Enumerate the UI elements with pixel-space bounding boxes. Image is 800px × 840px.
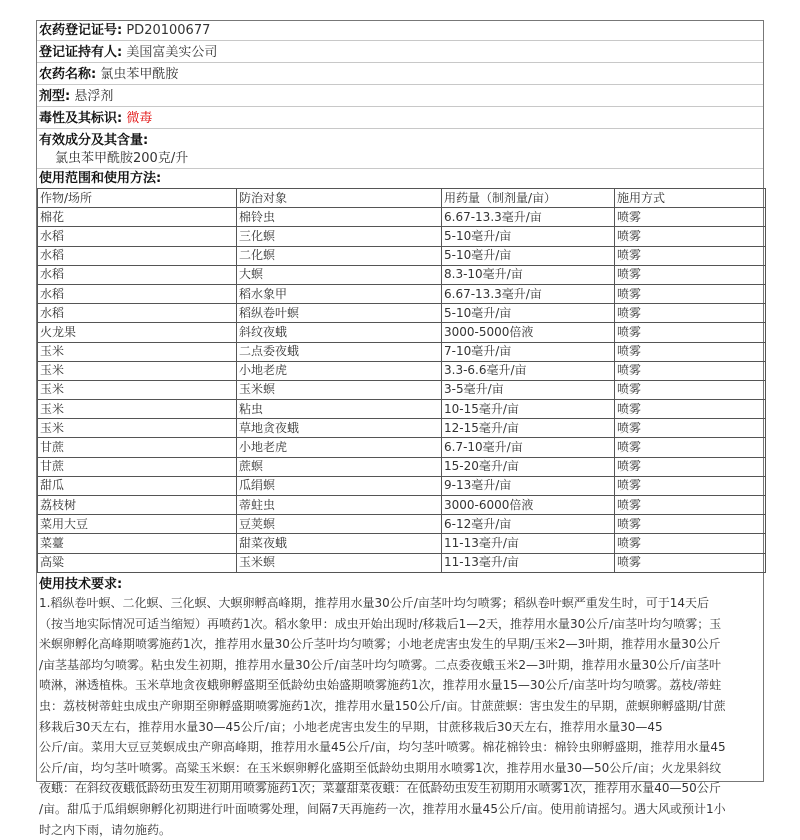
table-row [38,304,766,323]
holder-row [37,43,763,63]
method-cell: 喷雾 [615,380,766,399]
method-cell: 喷雾 [615,534,766,553]
dosage-cell: 12-15毫升/亩 [442,419,615,438]
crop-cell: 水稻 [38,265,237,284]
ingredient-label-row [37,131,763,151]
dosage-cell: 9-13毫升/亩 [442,476,615,495]
dosage-cell: 11-13毫升/亩 [442,534,615,553]
tech-line: 喷淋，淋透植株。玉米草地贪夜蛾卵孵盛期至低龄幼虫始盛期喷雾施药1次，推荐用水量15—30公斤/亩茎叶均匀喷雾。荔枝/蒂蛀 [39,678,722,693]
tech-requirements [37,593,763,840]
target-cell: 玉米螟 [237,380,442,399]
toxicity-label: 毒性及其标识: [39,111,123,126]
table-header-row [38,189,766,208]
method-cell: 喷雾 [615,361,766,380]
table-row [38,534,766,553]
form-row [37,87,763,107]
method-cell: 喷雾 [615,284,766,303]
method-cell: 喷雾 [615,323,766,342]
crop-cell: 水稻 [38,246,237,265]
dosage-cell: 6.7-10毫升/亩 [442,438,615,457]
crop-cell: 火龙果 [38,323,237,342]
form-value: 悬浮剂 [74,89,114,104]
crop-cell: 棉花 [38,208,237,227]
usage-title-row [37,169,763,189]
target-cell: 二化螟 [237,246,442,265]
dosage-cell: 6.67-13.3毫升/亩 [442,284,615,303]
toxicity-value: 微毒 [126,111,153,126]
dosage-cell: 3-5毫升/亩 [442,380,615,399]
target-cell: 斜纹夜蛾 [237,323,442,342]
dosage-cell: 8.3-10毫升/亩 [442,265,615,284]
column-header: 施用方式 [615,189,766,208]
crop-cell: 玉米 [38,361,237,380]
holder-value: 美国富美实公司 [126,45,218,60]
crop-cell: 玉米 [38,380,237,399]
tech-line: （按当地实际情况可适当缩短）再喷药1次。稻水象甲：成虫开始出现时/移栽后1—2天，推荐用水量30公斤/亩茎叶均匀喷雾；玉 [39,616,722,631]
target-cell: 小地老虎 [237,438,442,457]
target-cell: 瓜绢螟 [237,476,442,495]
column-header: 作物/场所 [38,189,237,208]
toxicity-row [37,109,763,129]
crop-cell: 荔枝树 [38,496,237,515]
method-cell: 喷雾 [615,208,766,227]
method-cell: 喷雾 [615,227,766,246]
table-row [38,227,766,246]
method-cell: 喷雾 [615,419,766,438]
method-cell: 喷雾 [615,515,766,534]
tech-line: 公斤/亩。菜用大豆豆荚螟成虫产卵高峰期，推荐用水量45公斤/亩，均匀茎叶喷雾。棉花棉铃虫：棉铃虫卵孵盛期，推荐用水量45 [39,740,726,755]
method-cell: 喷雾 [615,438,766,457]
target-cell: 草地贪夜蛾 [237,419,442,438]
usage-table [37,188,766,573]
form-label: 剂型: [39,89,71,104]
table-row [38,342,766,361]
reg-no-value: PD20100677 [126,23,211,38]
target-cell: 稻纵卷叶螟 [237,304,442,323]
method-cell: 喷雾 [615,400,766,419]
dosage-cell: 10-15毫升/亩 [442,400,615,419]
table-row [38,284,766,303]
table-row [38,438,766,457]
target-cell: 棉铃虫 [237,208,442,227]
method-cell: 喷雾 [615,476,766,495]
tech-title-row [37,576,763,594]
holder-label: 登记证持有人: [39,45,123,60]
crop-cell: 水稻 [38,227,237,246]
ingredient-label: 有效成分及其含量: [39,133,149,148]
crop-cell: 玉米 [38,419,237,438]
method-cell: 喷雾 [615,304,766,323]
dosage-cell: 7-10毫升/亩 [442,342,615,361]
table-row [38,323,766,342]
dosage-cell: 11-13毫升/亩 [442,553,615,572]
target-cell: 三化螟 [237,227,442,246]
dosage-cell: 3.3-6.6毫升/亩 [442,361,615,380]
table-row [38,400,766,419]
name-value: 氯虫苯甲酰胺 [100,67,179,82]
table-row [38,265,766,284]
method-cell: 喷雾 [615,553,766,572]
target-cell: 二点委夜蛾 [237,342,442,361]
table-row [38,361,766,380]
crop-cell: 菜用大豆 [38,515,237,534]
name-row [37,65,763,85]
crop-cell: 甜瓜 [38,476,237,495]
column-header: 用药量（制剂量/亩） [442,189,615,208]
ingredient-value: 氯虫苯甲酰胺200克/升 [55,151,189,166]
table-row [38,553,766,572]
table-row [38,457,766,476]
ingredient-value-row [37,149,763,169]
usage-title: 使用范围和使用方法: [39,171,162,186]
table-row [38,496,766,515]
dosage-cell: 5-10毫升/亩 [442,246,615,265]
target-cell: 大螟 [237,265,442,284]
target-cell: 小地老虎 [237,361,442,380]
reg-no-label: 农药登记证号: [39,23,123,38]
target-cell: 豆荚螟 [237,515,442,534]
table-row [38,476,766,495]
crop-cell: 甘蔗 [38,457,237,476]
crop-cell: 水稻 [38,304,237,323]
dosage-cell: 6.67-13.3毫升/亩 [442,208,615,227]
tech-title: 使用技术要求: [39,577,123,592]
registration-document [36,20,764,837]
name-label: 农药名称: [39,67,97,82]
tech-line: 时之内下雨，请勿施药。 [39,822,172,837]
target-cell: 玉米螟 [237,553,442,572]
crop-cell: 水稻 [38,284,237,303]
table-row [38,419,766,438]
crop-cell: 菜薹 [38,534,237,553]
crop-cell: 玉米 [38,400,237,419]
crop-cell: 甘蔗 [38,438,237,457]
crop-cell: 玉米 [38,342,237,361]
tech-line: 移栽后30天左右，推荐用水量30—45公斤/亩；小地老虎害虫发生的早期，甘蔗移栽后30天左右，推荐用水量30—45 [39,719,663,734]
dosage-cell: 5-10毫升/亩 [442,227,615,246]
method-cell: 喷雾 [615,496,766,515]
target-cell: 蒂蛀虫 [237,496,442,515]
dosage-cell: 5-10毫升/亩 [442,304,615,323]
tech-line: 夜蛾：在斜纹夜蛾低龄幼虫发生初期用喷雾施药1次；菜薹甜菜夜蛾：在低龄幼虫发生初期用水喷雾1次，推荐用水量40—50公斤 [39,781,721,796]
dosage-cell: 3000-5000倍液 [442,323,615,342]
dosage-cell: 3000-6000倍液 [442,496,615,515]
tech-line: 1.稻纵卷叶螟、二化螟、三化螟、大螟卵孵高峰期，推荐用水量30公斤/亩茎叶均匀喷雾；稻纵卷叶螟严重发生时，可于14天后 [39,596,710,610]
dosage-cell: 15-20毫升/亩 [442,457,615,476]
crop-cell: 高粱 [38,553,237,572]
target-cell: 甜菜夜蛾 [237,534,442,553]
method-cell: 喷雾 [615,342,766,361]
target-cell: 蔗螟 [237,457,442,476]
method-cell: 喷雾 [615,457,766,476]
method-cell: 喷雾 [615,246,766,265]
reg-no-row [37,21,763,41]
tech-line: 虫：荔枝树蒂蛀虫成虫产卵期至卵孵盛期喷雾施药1次，推荐用水量150公斤/亩。甘蔗蔗螟：害虫发生的早期，蔗螟卵孵盛期/甘蔗 [39,698,726,713]
column-header: 防治对象 [237,189,442,208]
tech-line: 公斤/亩，均匀茎叶喷雾。高粱玉米螟：在玉米螟卵孵化盛期至低龄幼虫期用水喷雾1次，推荐用水量30—50公斤/亩；火龙果斜纹 [39,760,722,775]
target-cell: 粘虫 [237,400,442,419]
table-row [38,208,766,227]
method-cell: 喷雾 [615,265,766,284]
tech-line: 米螟卵孵化高峰期喷雾施药1次，推荐用水量30公斤茎叶均匀喷雾；小地老虎害虫发生的早期/玉米2—3叶期，推荐用水量30公斤 [39,637,721,652]
table-row [38,246,766,265]
target-cell: 稻水象甲 [237,284,442,303]
dosage-cell: 6-12毫升/亩 [442,515,615,534]
tech-line: /亩茎基部均匀喷雾。粘虫发生初期，推荐用水量30公斤/亩茎叶均匀喷雾。二点委夜蛾玉米2—3叶期，推荐用水量30公斤/亩茎叶 [39,657,721,672]
table-row [38,515,766,534]
tech-line: /亩。甜瓜于瓜绢螟卵孵化初期进行叶面喷雾处理，间隔7天再施药一次，推荐用水量45公斤/亩。使用前请摇匀。遇大风或预计1小 [39,801,726,816]
table-row [38,380,766,399]
